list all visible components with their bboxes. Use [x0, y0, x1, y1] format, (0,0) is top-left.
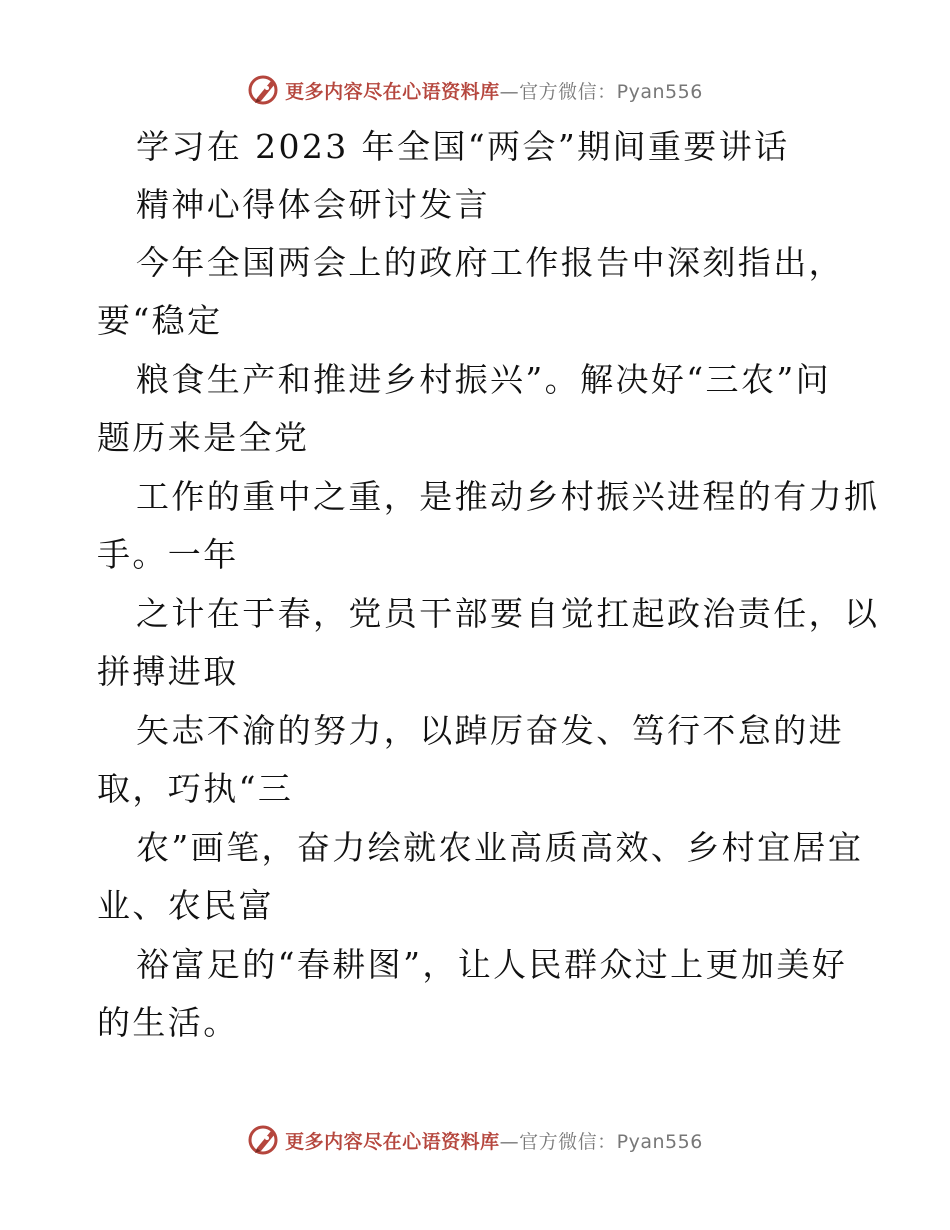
title-line-1: 学习在 2023 年全国“两会”期间重要讲话 [136, 127, 790, 166]
paragraph-line: 矢志不渝的努力，以踔厉奋发、笃行不怠的进 [136, 711, 844, 750]
footer-banner [0, 1120, 950, 1160]
paragraph-line: 拼搏进取 [97, 652, 239, 691]
paragraph-line: 农”画笔，奋力绘就农业高质高效、乡村宜居宜 [136, 828, 864, 867]
title-line-2: 精神心得体会研讨发言 [136, 185, 490, 224]
pen-nib-logo-icon [247, 73, 281, 107]
banner-contact: 官方微信：Pyan556 [519, 80, 703, 103]
paragraph-line: 裕富足的“春耕图”，让人民群众过上更加美好 [136, 945, 848, 984]
paragraph-line: 之计在于春，党员干部要自觉扛起政治责任，以 [136, 594, 880, 633]
banner-brand: 更多内容尽在心语资料库 [285, 1130, 500, 1153]
paragraph-line: 取，巧执“三 [97, 769, 294, 808]
banner-separator: — [499, 80, 520, 103]
paragraph-line: 的生活。 [97, 1003, 239, 1042]
banner-contact: 官方微信：Pyan556 [519, 1130, 703, 1153]
paragraph-line: 手。一年 [97, 535, 239, 574]
pen-nib-logo-icon [247, 1123, 281, 1157]
paragraph-line: 业、农民富 [97, 886, 274, 925]
paragraph-line: 粮食生产和推进乡村振兴”。解决好“三农”问 [136, 360, 832, 399]
paragraph-line: 要“稳定 [97, 301, 223, 340]
paragraph-line: 工作的重中之重，是推动乡村振兴进程的有力抓 [136, 477, 880, 516]
banner-separator: — [499, 1130, 520, 1153]
banner-caption [285, 1127, 703, 1154]
header-banner [0, 70, 950, 110]
banner-brand: 更多内容尽在心语资料库 [285, 80, 500, 103]
banner-caption [285, 77, 703, 104]
paragraph-line: 今年全国两会上的政府工作报告中深刻指出， [136, 243, 844, 282]
paragraph-line: 题历来是全党 [97, 418, 310, 457]
